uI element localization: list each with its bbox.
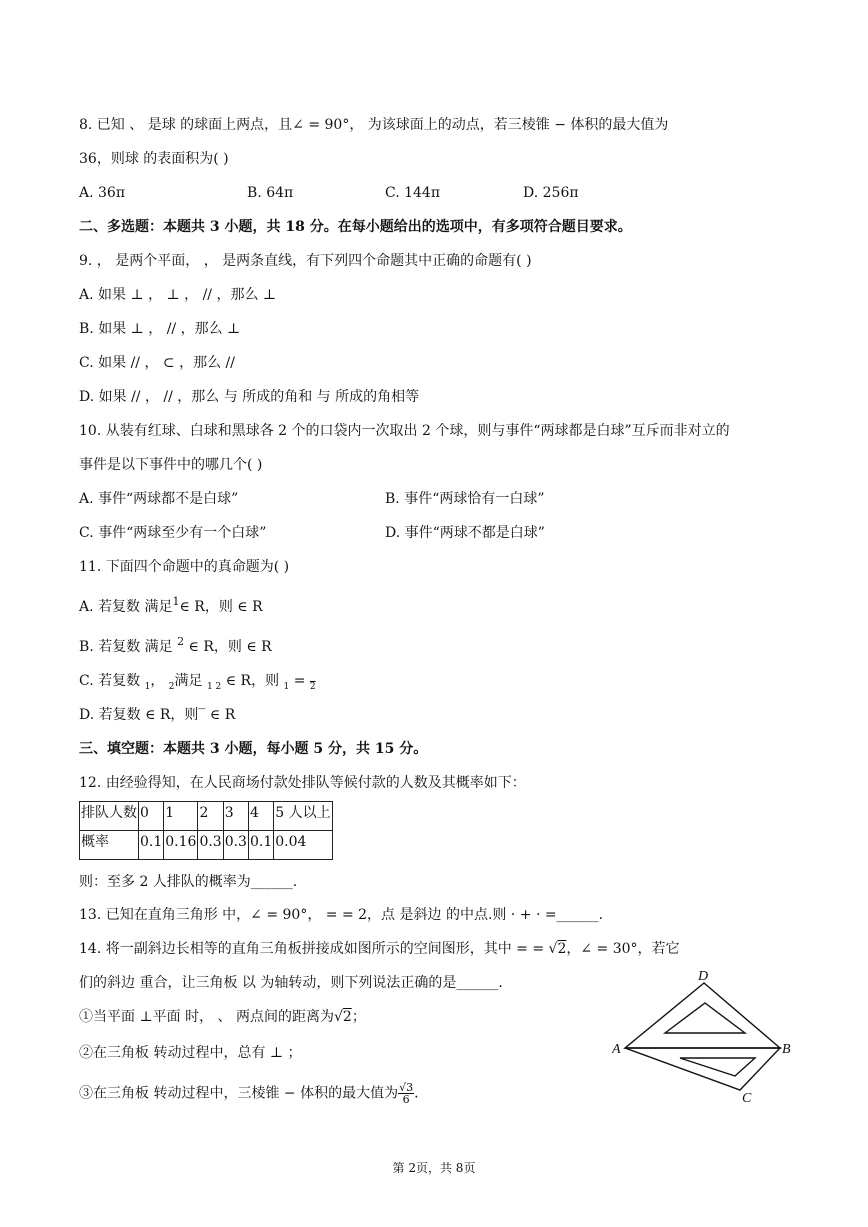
q14-item1-sqrt-value: 2: [342, 1009, 352, 1025]
q9-stem: 9. ， 是两个平面， ， 是两条直线，有下列四个命题其中正确的命题有( ): [79, 253, 532, 269]
table-header-cell: 排队人数: [80, 802, 139, 831]
q11-option-b-sup: 2: [177, 635, 185, 648]
q10-line2: 事件是以下事件中的哪几个( ): [79, 457, 263, 473]
q13-line: 13. 已知在直角三角形 中，∠ = 90°， = = 2，点 是斜边 的中点.则 · + · =______.: [79, 907, 604, 923]
q14-item3-pre: ③在三角板 转动过程中，三棱锥 − 体积的最大值为: [79, 1085, 399, 1102]
q14-item3-post: .: [414, 1085, 419, 1102]
table-cell: 0.16: [164, 831, 198, 860]
q14-item3-numerator: √3: [399, 1081, 414, 1094]
q8-line2: 36，则球 的表面积为( ): [79, 151, 229, 167]
table-cell: 0.3: [198, 831, 223, 860]
q10-line1: 10. 从装有红球、白球和黑球各 2 个的口袋内一次取出 2 个球，则与事件“两球都是白球”互斥而非对立的: [79, 423, 730, 439]
label-d: D: [698, 969, 709, 984]
q8-option-c: C. 144π: [385, 185, 441, 201]
q11-option-c: [79, 672, 316, 692]
q9-option-b: B. 如果 ⊥ ， // ，那么 ⊥: [79, 321, 241, 337]
q14-sqrt-sign: √: [548, 941, 558, 957]
q11-option-c-sub1: 1: [144, 682, 151, 692]
q11-option-c-mid3: ∈ R，则: [221, 673, 284, 689]
table-cell: 概率: [80, 831, 139, 860]
q11-option-b-post: ∈ R，则 ∈ R: [184, 639, 272, 655]
q11-option-c-mid2: 满足: [174, 673, 207, 689]
q11-option-c-sub3: 1 2: [206, 682, 222, 692]
q14-line1: [79, 940, 680, 958]
q12-stem: 12. 由经验得知，在人民商场付款处排队等候付款的人数及其概率如下：: [79, 775, 526, 791]
table-header-cell: 1: [164, 802, 198, 831]
label-c: C: [742, 1091, 752, 1105]
q11-option-c-mid1: ，: [150, 673, 169, 689]
q11-option-a: [79, 595, 263, 617]
q8-option-a: A. 36π: [79, 185, 126, 201]
q9-option-a: A. 如果 ⊥ ， ⊥ ， // ，那么 ⊥: [79, 287, 277, 303]
table-cell: 0.1: [248, 831, 273, 860]
table-cell: 0.3: [223, 831, 248, 860]
q14-item1-pre: ①当平面 ⊥平面 时， 、 两点间的距离为: [79, 1009, 334, 1025]
q11-stem: 11. 下面四个命题中的真命题为( ): [79, 559, 290, 575]
triangle-abc: [625, 1048, 780, 1090]
q10-option-a: A. 事件“两球都不是白球”: [79, 491, 239, 507]
triangle-figure: [612, 965, 802, 1105]
q12-ask: 则：至多 2 人排队的概率为______.: [79, 874, 298, 890]
q8-option-d: D. 256π: [523, 185, 579, 201]
table-cell: 0.1: [139, 831, 164, 860]
q14-line2: 们的斜边 重合，让三角板 以 为轴转动，则下列说法正确的是______.: [79, 975, 503, 991]
figure-lines: [625, 983, 780, 1090]
q12-probability-table: [79, 801, 333, 860]
q14-line1-pre: 14. 将一副斜边长相等的直角三角板拼接成如图所示的空间图形，其中 = =: [79, 941, 549, 957]
table-header-cell: 3: [223, 802, 248, 831]
table-header-cell: 5 人以上: [274, 802, 332, 831]
q14-item3-fraction: [398, 1082, 414, 1105]
q14-item1-sqrt-sign: √: [333, 1009, 343, 1025]
q11-option-c-sub2: 2: [168, 682, 175, 692]
label-b: B: [782, 1042, 791, 1057]
q8-line1: 8. 已知 、 是球 的球面上两点，且∠ = 90°， 为该球面上的动点，若三棱锥 − 体积的最大值为: [79, 117, 669, 133]
section-2-heading: 二、多选题：本题共 3 小题，共 18 分。在每小题给出的选项中，有多项符合题目要求。: [79, 219, 632, 235]
q10-option-c: C. 事件“两球至少有一个白球”: [79, 525, 267, 541]
q14-item2: ②在三角板 转动过程中，总有 ⊥ ；: [79, 1045, 302, 1061]
q14-item3-denominator: 6: [402, 1093, 410, 1106]
q11-option-a-post: ∈ R，则 ∈ R: [179, 599, 263, 615]
table-header-cell: 4: [248, 802, 273, 831]
q8-option-b: B. 64π: [247, 185, 294, 201]
q11-option-c-sub4: 1: [283, 682, 290, 692]
q11-option-b: [79, 635, 272, 657]
triangle-abc-inner: [680, 1058, 755, 1076]
q11-option-b-pre: B. 若复数 满足: [79, 639, 178, 655]
q11-option-c-sub5: 2: [309, 682, 316, 692]
q9-option-c: C. 如果 // ， ⊂ ，那么 //: [79, 355, 235, 371]
q10-option-b: B. 事件“两球恰有一白球”: [385, 491, 545, 507]
section-3-heading: 三、填空题：本题共 3 小题，每小题 5 分，共 15 分。: [79, 741, 428, 757]
q11-option-a-pre: A. 若复数 满足: [79, 599, 173, 615]
table-cell: 0.04: [274, 831, 332, 860]
q14-item1-post: ；: [351, 1009, 366, 1025]
label-a: A: [612, 1042, 621, 1057]
page-footer: 第 2页，共 8页: [392, 1161, 476, 1175]
q10-option-d: D. 事件“两球不都是白球”: [385, 525, 545, 541]
q11-option-c-mid4: =: [289, 673, 310, 689]
q11-option-c-pre: C. 若复数: [79, 673, 145, 689]
table-row: [80, 802, 333, 831]
q14-line1-post: ，∠ = 30°，若它: [566, 941, 680, 957]
q14-item3: [79, 1082, 419, 1105]
triangle-abd: [625, 983, 780, 1048]
table-header-cell: 0: [139, 802, 164, 831]
table-row: [80, 831, 333, 860]
q11-option-a-sup: 1: [172, 595, 180, 608]
q11-option-d: D. 若复数 ∈ R，则‾ ∈ R: [79, 707, 236, 723]
q14-sqrt-value: 2: [557, 941, 567, 957]
table-header-cell: 2: [198, 802, 223, 831]
q14-item1: [79, 1008, 366, 1026]
q9-option-d: D. 如果 // ， // ，那么 与 所成的角和 与 所成的角相等: [79, 389, 420, 405]
